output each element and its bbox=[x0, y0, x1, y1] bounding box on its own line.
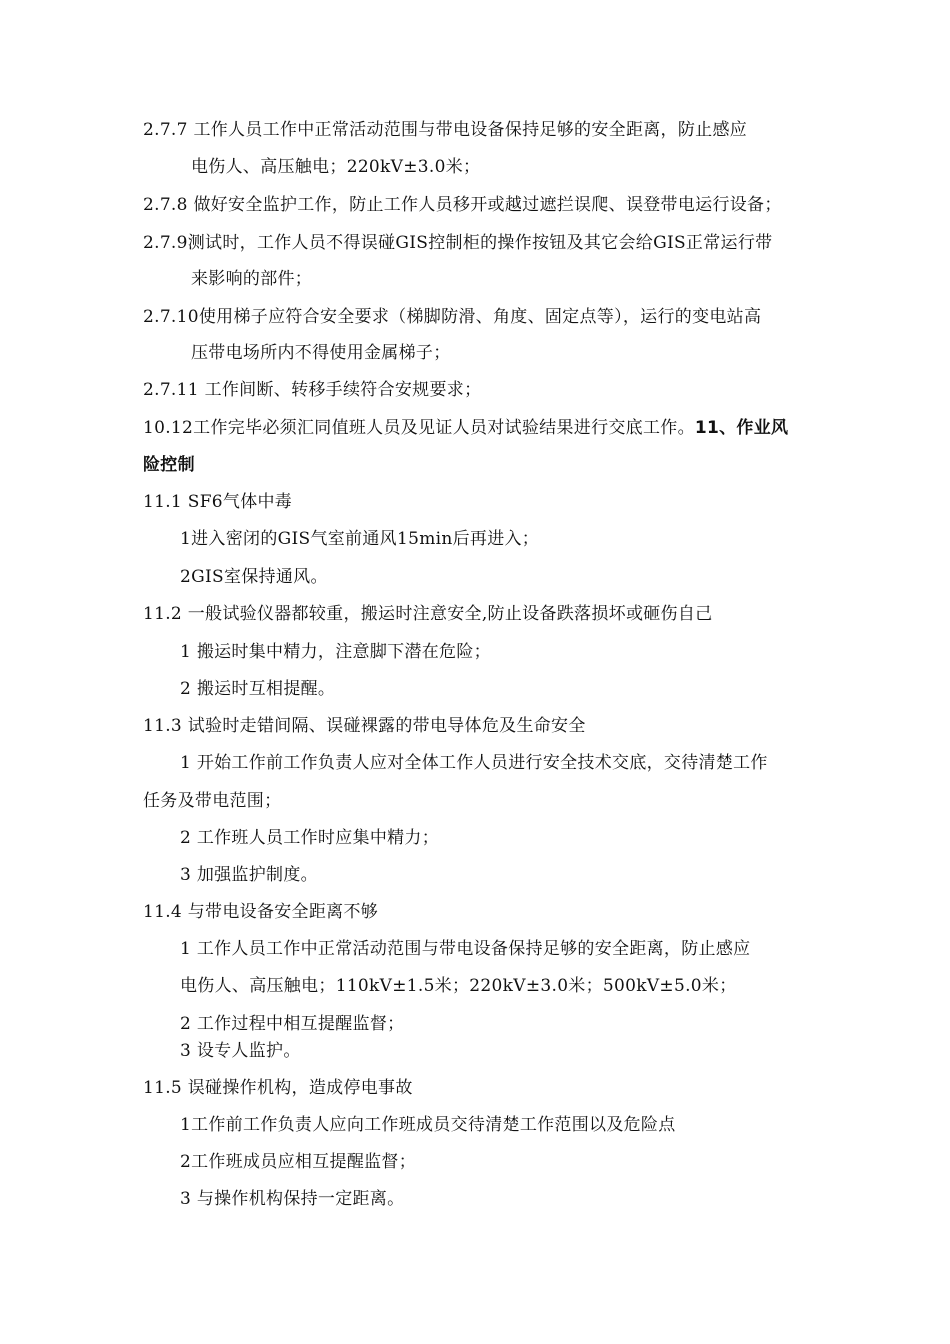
text-line: 2.7.8 做好安全监护工作，防止工作人员移开或越过遮拦误爬、误登带电运行设备； bbox=[143, 195, 782, 215]
text-line: 任务及带电范围； bbox=[143, 791, 282, 811]
text-line: 2.7.10使用梯子应符合安全要求（梯脚防滑、角度、固定点等），运行的变电站高 bbox=[143, 307, 762, 327]
text-line: 11.1 SF6气体中毒 bbox=[143, 492, 293, 512]
text-line: 1 工作人员工作中正常活动范围与带电设备保持足够的安全距离，防止感应 bbox=[180, 939, 751, 959]
text-line: 2.7.7 工作人员工作中正常活动范围与带电设备保持足够的安全距离，防止感应 bbox=[143, 120, 748, 140]
text-line: 11.4 与带电设备安全距离不够 bbox=[143, 902, 379, 922]
text-line: 来影响的部件； bbox=[191, 269, 313, 289]
text-line: 1进入密闭的GIS气室前通风15min后再进入； bbox=[180, 529, 540, 549]
section-heading: 险控制 bbox=[143, 455, 195, 475]
text-line: 压带电场所内不得使用金属梯子； bbox=[191, 343, 451, 363]
text-line: 11.2 一般试验仪器都较重，搬运时注意安全,防止设备跌落损坏或砸伤自己 bbox=[143, 604, 713, 624]
text-line: 2 搬运时互相提醒。 bbox=[180, 679, 336, 699]
section-heading: 11、作业风 bbox=[694, 418, 789, 438]
text-line: 3 设专人监护。 bbox=[180, 1041, 301, 1061]
text-line-part: 10.12工作完毕必须汇同值班人员及见证人员对试验结果进行交底工作。 bbox=[143, 418, 695, 438]
text-line: 2.7.11 工作间断、转移手续符合安规要求； bbox=[143, 380, 482, 400]
text-line: 1工作前工作负责人应向工作班成员交待清楚工作范围以及危险点 bbox=[180, 1115, 676, 1135]
text-line: 2工作班成员应相互提醒监督； bbox=[180, 1152, 417, 1172]
text-line: 1 搬运时集中精力，注意脚下潜在危险； bbox=[180, 642, 491, 662]
text-line: 11.3 试验时走错间隔、误碰裸露的带电导体危及生命安全 bbox=[143, 716, 586, 736]
text-line: 1 开始工作前工作负责人应对全体工作人员进行安全技术交底，交待清楚工作 bbox=[180, 753, 768, 773]
text-line: 3 加强监护制度。 bbox=[180, 865, 318, 885]
text-line: 2 工作过程中相互提醒监督； bbox=[180, 1014, 405, 1034]
text-line: 电伤人、高压触电；220kV±3.0米； bbox=[191, 157, 481, 177]
text-line bbox=[143, 417, 788, 439]
text-line: 2GIS室保持通风。 bbox=[180, 567, 328, 587]
text-line: 2.7.9测试时，工作人员不得误碰GIS控制柜的操作按钮及其它会给GIS正常运行带 bbox=[143, 233, 773, 253]
text-line: 电伤人、高压触电；110kV±1.5米；220kV±3.0米；500kV±5.0米； bbox=[180, 976, 737, 996]
text-line: 11.5 误碰操作机构，造成停电事故 bbox=[143, 1078, 413, 1098]
text-line: 2 工作班人员工作时应集中精力； bbox=[180, 828, 440, 848]
text-line: 3 与操作机构保持一定距离。 bbox=[180, 1189, 405, 1209]
